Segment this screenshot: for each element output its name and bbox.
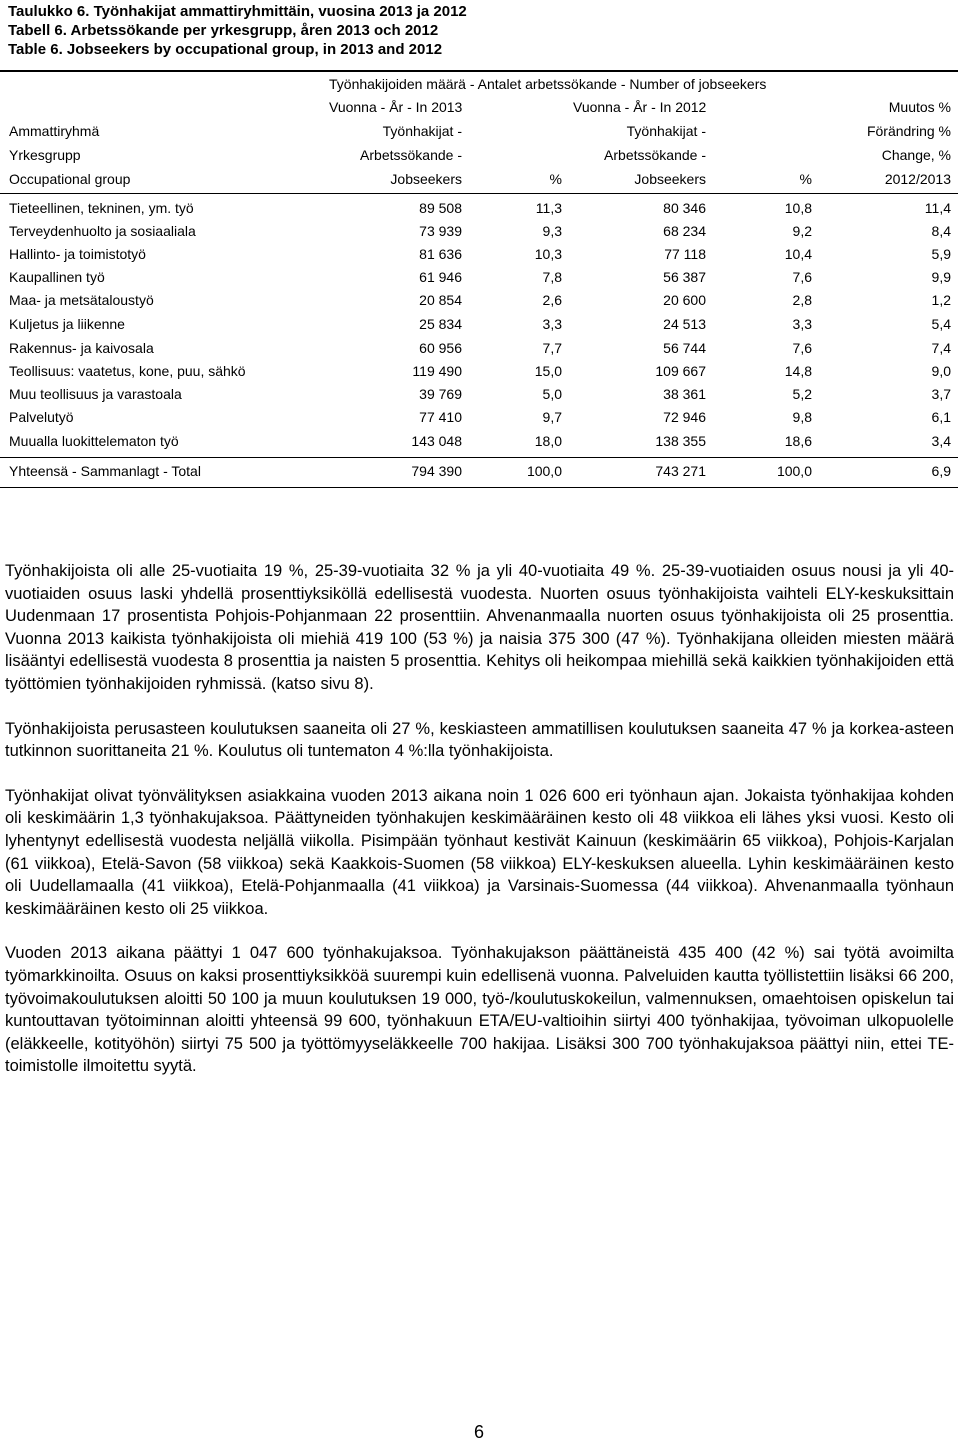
cell-n2012: 80 346 [663, 200, 706, 216]
cell-change: 3,4 [931, 433, 951, 449]
total-n2012: 743 271 [655, 463, 706, 479]
cell-p2013: 18,0 [534, 433, 562, 449]
cell-group: Kuljetus ja liikenne [9, 316, 125, 332]
cell-group: Hallinto- ja toimistotyö [9, 246, 146, 262]
table-row [0, 313, 958, 336]
cell-n2012: 56 744 [663, 340, 706, 356]
header-change-en: Change, % [881, 147, 951, 163]
cell-n2012: 68 234 [663, 223, 706, 239]
cell-p2012: 5,2 [792, 386, 812, 402]
cell-group: Tieteellinen, tekninen, ym. työ [9, 200, 194, 216]
table-row [0, 406, 958, 429]
cell-n2013: 89 508 [419, 200, 462, 216]
table-row [0, 266, 958, 289]
header-row-3 [0, 120, 958, 143]
cell-n2012: 38 361 [663, 386, 706, 402]
header-change-sv: Förändring % [866, 123, 951, 139]
paragraph-education: Työnhakijoista perusasteen koulutuksen saaneita oli 27 %, keskiasteen ammatillisen koulutuksen saaneita 47 % ja korkea-asteen tutkinnon suorittaneita 21 %. Koulutus oli tuntematon 4 %:lla työnhakijoista. [5, 719, 954, 761]
header-year-2013: Vuonna - År - In 2013 [329, 99, 463, 115]
header-group-sv: Yrkesgrupp [9, 147, 81, 163]
header-group-en: Occupational group [9, 171, 131, 187]
header-row-5 [0, 168, 958, 191]
total-change: 6,9 [931, 463, 951, 479]
cell-p2013: 10,3 [534, 246, 562, 262]
cell-n2012: 109 667 [655, 363, 706, 379]
cell-n2013: 61 946 [419, 269, 462, 285]
total-top-rule [0, 457, 958, 458]
paragraph-outcomes: Vuoden 2013 aikana päättyi 1 047 600 työnhakujaksoa. Työnhakujakson päättäneistä 435 400 (42 %) sai työtä avoimilta työmarkkinoilta. Osuus on kaksi prosenttiyksikköä suurempi kuin edellisenä vuonna. Palveluiden kautta työllistettiin lisäksi 66 200, työvoimakoulutuksen aloitti 50 100 ja muun koulutuksen 19 000, työ-/koulutuskokeilun, valmennuksen, omaehtoisen opiskelun tai kuntouttavan työtoiminnan aloitti yhteensä 99 600, työnhakuun ETA/EU-valtioihin siirtyi 400 työnhakijaa, työvoiman ulkopuolelle (eläkkeelle, kotityöhön) siirtyi 75 500 ja työttömyyseläkkeelle 700 hakijaa. Lisäksi 300 700 työnhakujaksoa päättyi niin, ettei TE-toimistolle ilmoitettu syytä. [5, 944, 954, 1076]
cell-p2012: 2,8 [792, 292, 812, 308]
table-row [0, 220, 958, 243]
cell-group: Terveydenhuolto ja sosiaaliala [9, 223, 196, 239]
cell-p2013: 2,6 [542, 292, 562, 308]
header-count-sv-2012: Arbetssökande - [604, 147, 706, 163]
cell-p2013: 3,3 [542, 316, 562, 332]
header-row-span [0, 73, 958, 96]
table-row [0, 430, 958, 453]
header-count-en-2012: Jobseekers [634, 171, 706, 187]
table-top-rule [0, 70, 958, 72]
header-year-2012: Vuonna - År - In 2012 [573, 99, 707, 115]
paragraph-age-gender: Työnhakijoista oli alle 25-vuotiaita 19 %, 25-39-vuotiaita 32 % ja yli 40-vuotiaita 49 %. 25-39-vuotiaiden osuus nousi ja yli 40-vuotiaiden osuus laski yhdellä prosenttiyksiköllä edellisestä vuodesta. Nuorten osuus työnhakijoista vaihteli ELY-keskuksittain Uudenmaan 17 prosentista Pohjois-Pohjanmaan 22 prosenttiin. Ahvenanmaalla nuorten osuus työnhakijoista oli 25 prosenttia. Vuonna 2013 kaikista työnhakijoista oli miehiä 419 100 (53 %) ja naisia 375 300 (47 %). Työnhakijana olleiden miesten määrä lisääntyi edellisestä vuodesta 8 prosenttia ja naisten 5 prosenttia. Kehitys oli heikompaa miehillä sekä kaikkien työnhakijoiden että työttömien työnhakijoiden ryhmissä. (katso sivu 8). [5, 562, 954, 693]
total-label: Yhteensä - Sammanlagt - Total [9, 463, 201, 479]
header-bottom-rule [0, 193, 958, 194]
cell-p2013: 11,3 [535, 200, 562, 216]
cell-n2013: 20 854 [419, 292, 462, 308]
table-row [0, 243, 958, 266]
cell-n2012: 24 513 [663, 316, 706, 332]
cell-n2013: 77 410 [419, 409, 462, 425]
cell-p2013: 9,7 [542, 409, 562, 425]
cell-change: 5,9 [931, 246, 951, 262]
header-row-years [0, 96, 958, 119]
cell-p2012: 9,8 [792, 409, 812, 425]
header-count-fi-2012: Työnhakijat - [626, 123, 706, 139]
cell-group: Muualla luokittelematon työ [9, 433, 179, 449]
cell-n2012: 56 387 [663, 269, 706, 285]
cell-change: 3,7 [931, 386, 951, 402]
cell-p2012: 9,2 [792, 223, 812, 239]
cell-p2012: 3,3 [792, 316, 812, 332]
header-span-label: Työnhakijoiden määrä - Antalet arbetssökande - Number of jobseekers [329, 76, 767, 92]
title-english: Table 6. Jobseekers by occupational group, in 2013 and 2012 [8, 41, 443, 58]
cell-p2012: 18,6 [784, 433, 812, 449]
header-change-fi: Muutos % [888, 99, 951, 115]
cell-change: 5,4 [931, 316, 951, 332]
title-finnish: Taulukko 6. Työnhakijat ammattiryhmittäin, vuosina 2013 ja 2012 [8, 3, 467, 20]
header-group-fi: Ammattiryhmä [9, 123, 100, 139]
cell-p2012: 14,8 [784, 363, 812, 379]
cell-change: 8,4 [931, 223, 951, 239]
cell-change: 9,0 [931, 363, 951, 379]
cell-n2013: 81 636 [419, 246, 462, 262]
title-swedish: Tabell 6. Arbetssökande per yrkesgrupp, åren 2013 och 2012 [8, 22, 439, 39]
table-titles [8, 2, 467, 59]
header-pct-2012: % [799, 171, 812, 187]
cell-n2013: 119 490 [412, 363, 462, 379]
cell-p2013: 15,0 [534, 363, 562, 379]
page-number: 6 [473, 1422, 484, 1442]
table-row [0, 383, 958, 406]
header-count-fi-2013: Työnhakijat - [382, 123, 462, 139]
cell-n2013: 60 956 [419, 340, 462, 356]
cell-n2012: 20 600 [663, 292, 706, 308]
cell-change: 6,1 [931, 409, 951, 425]
cell-change: 9,9 [931, 269, 951, 285]
cell-n2012: 77 118 [664, 246, 706, 262]
total-n2013: 794 390 [411, 463, 462, 479]
table-row [0, 197, 958, 220]
cell-group: Kaupallinen työ [9, 269, 105, 285]
cell-p2013: 5,0 [542, 386, 562, 402]
table-row [0, 289, 958, 312]
cell-group: Palvelutyö [9, 409, 74, 425]
header-count-en-2013: Jobseekers [390, 171, 462, 187]
cell-group: Maa- ja metsätaloustyö [9, 292, 154, 308]
cell-p2013: 7,7 [542, 340, 562, 356]
total-row [0, 460, 958, 483]
total-p2012: 100,0 [776, 463, 812, 479]
table-bottom-rule [0, 487, 958, 488]
header-pct-2013: % [549, 171, 562, 187]
cell-group: Teollisuus: vaatetus, kone, puu, sähkö [9, 363, 246, 379]
body-text [5, 560, 954, 1100]
header-row-4 [0, 144, 958, 167]
header-count-sv-2013: Arbetssökande - [360, 147, 462, 163]
cell-n2012: 138 355 [655, 433, 706, 449]
cell-p2012: 10,4 [784, 246, 812, 262]
cell-n2013: 143 048 [411, 433, 462, 449]
cell-n2012: 72 946 [663, 409, 706, 425]
cell-group: Rakennus- ja kaivosala [9, 340, 154, 356]
cell-change: 7,4 [931, 340, 951, 356]
cell-n2013: 73 939 [419, 223, 462, 239]
cell-change: 1,2 [931, 292, 951, 308]
total-p2013: 100,0 [526, 463, 562, 479]
table-row [0, 337, 958, 360]
table-row [0, 360, 958, 383]
cell-n2013: 25 834 [419, 316, 462, 332]
cell-group: Muu teollisuus ja varastoala [9, 386, 182, 402]
cell-p2013: 9,3 [542, 223, 562, 239]
cell-p2012: 7,6 [792, 340, 812, 356]
cell-p2012: 7,6 [792, 269, 812, 285]
cell-change: 11,4 [924, 200, 951, 216]
cell-p2012: 10,8 [784, 200, 812, 216]
header-change-period: 2012/2013 [884, 171, 951, 187]
cell-p2013: 7,8 [542, 269, 562, 285]
paragraph-duration: Työnhakijat olivat työnvälityksen asiakkaina vuoden 2013 aikana noin 1 026 600 eri työnhaun ajan. Jokaista työnhakijaa kohden oli keskimäärin 1,3 työnhakujaksoa. Päättyneiden työnhakujen keskimääräinen kesto oli 48 viikkoa eli lähes yksi vuosi. Kesto oli lyhentynyt edellisestä vuodesta neljällä viikolla. Pisimpään työnhaut kestivät Kainuun (keskimäärin 65 viikkoa), Pohjois-Karjalan (61 viikkoa), Etelä-Savon (58 viikkoa) sekä Kaakkois-Suomen (58 viikkoa) ELY-keskuksen alueella. Lyhin keskimääräinen kesto oli Uudellamaalla (41 viikkoa), Etelä-Pohjanmaalla (41 viikkoa) ja Varsinais-Suomessa (44 viikkoa). Ahvenanmaalla työnhaun keskimääräinen kesto oli 25 viikkoa. [5, 786, 954, 918]
cell-n2013: 39 769 [419, 386, 462, 402]
